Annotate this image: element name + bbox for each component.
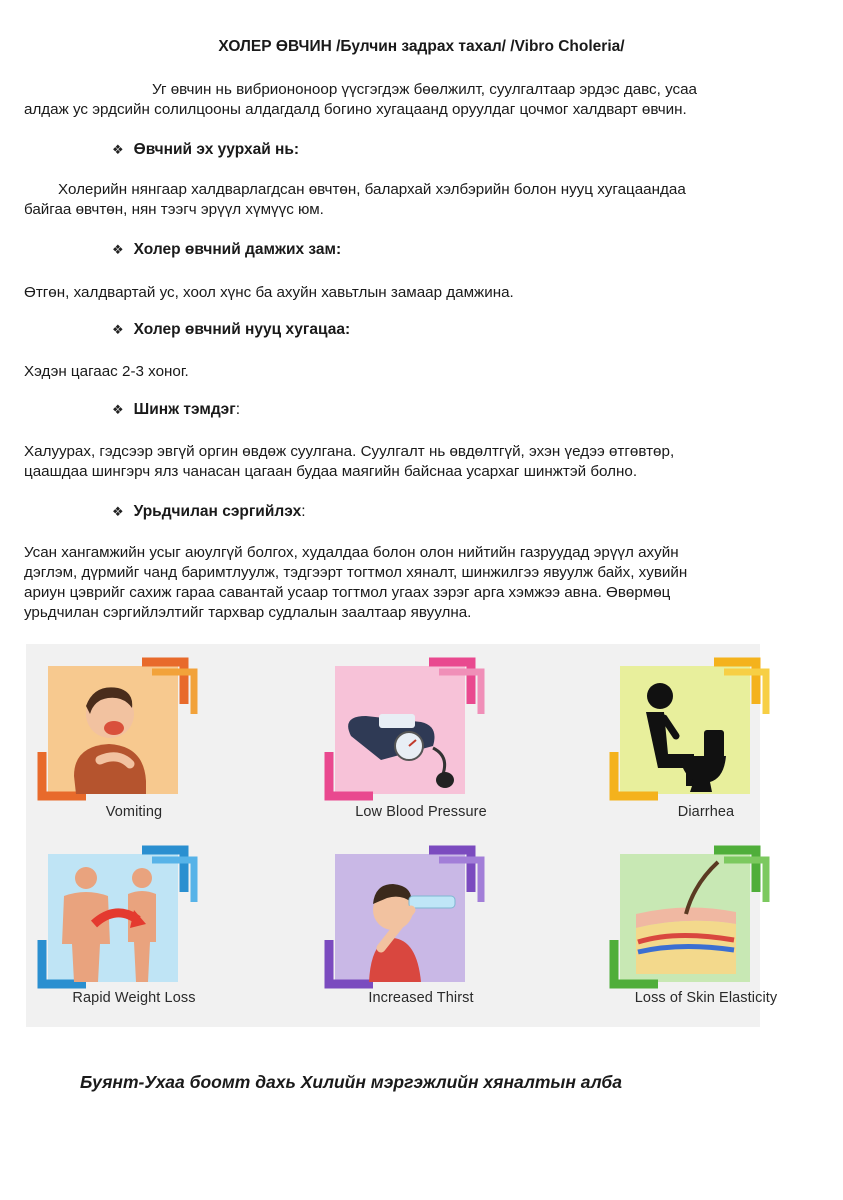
symptom-tile-loss-of-skin-elasticity: [606, 844, 806, 1024]
symptom-tile-increased-thirst: [321, 844, 521, 1024]
blood-pressure-cuff-icon: [321, 656, 521, 806]
diamond-bullet-icon: ❖: [112, 322, 124, 337]
symptom-label-vomiting: Vomiting: [105, 804, 163, 820]
symptom-tile-low-blood-pressure: [321, 656, 521, 836]
body-weight-loss-icon: [34, 844, 234, 994]
section-heading-symptoms: ❖ Шинж тэмдэг:: [112, 401, 240, 418]
skin-layers-icon: [606, 844, 806, 994]
symptoms-infographic: [26, 644, 778, 1027]
symptom-tile-rapid-weight-loss: [34, 844, 234, 1024]
diamond-bullet-icon: ❖: [112, 504, 124, 519]
section-heading-prevention: ❖ Урьдчилан сэргийлэх:: [112, 503, 306, 520]
section-body-prevention: Усан хангамжийн усыг аюулгүй болгох, худалдаа болон олон нийтийн газруудад эрүүл ахуйн дэглэм, дүрмийг чанд баримтлуулж, тэдгээрт тогтмол хяналт, шинжилгээ явуулж байх, хувийн ариун цэврийг сахиж гараа савантай усаар тогтмол угаах зэрэг арга хэмжээ авна. Өвөрмөц урьдчилан сэргийлэлтийг тархвар судлалын заалтаар явуулна.: [24, 544, 688, 621]
vomiting-icon: [34, 656, 234, 806]
section-body-transmission: Өтгөн, халдвартай ус, хоол хүнс ба ахуйн хавьтлын замаар дамжина.: [24, 284, 514, 301]
document-title: ХОЛЕР ӨВЧИН /Булчин задрах тахал/ /Vibro Choleria/: [218, 38, 625, 55]
drinking-water-icon: [321, 844, 521, 994]
diamond-bullet-icon: ❖: [112, 402, 124, 417]
symptom-tile-diarrhea: [606, 656, 806, 836]
section-heading-incubation: ❖ Холер өвчний нууц хугацаа:: [112, 321, 351, 338]
section-body-source: Холерийн нянгаар халдварлагдсан өвчтөн, балархай хэлбэрийн болон нууц хугацаандаа байгаа өвчтөн, нян тээгч эрүүл хүмүүс юм.: [24, 181, 686, 218]
section-heading-source: ❖ Өвчний эх уурхай нь:: [112, 141, 300, 158]
intro-paragraph: Уг өвчин нь вибриононоор үүсгэгдэж бөөлжилт, суулгалтаар эрдэс давс, усаа алдаж ус эрдсийн солилцооны алдагдалд богино хугацаанд оруулдаг цочмог халдварт өвчин.: [24, 81, 698, 118]
section-body-symptoms: Халуурах, гэдсээр эвгүй оргин өвдөж суулгана. Суулгалт нь өвдөлтгүй, эхэн үедээ өтгөвтөр, цаашдаа шингэрч ялз чанасан цагаан будаа маягийн байснаа усархаг шинжтэй болно.: [24, 443, 675, 480]
symptom-label-loss-of-skin-elasticity: Loss of Skin Elasticity: [634, 990, 778, 1006]
diamond-bullet-icon: ❖: [112, 242, 124, 257]
diamond-bullet-icon: ❖: [112, 142, 124, 157]
section-body-incubation: Хэдэн цагаас 2-3 хоног.: [24, 363, 189, 380]
symptom-label-low-blood-pressure: Low Blood Pressure: [355, 804, 487, 820]
symptom-tile-vomiting: [34, 656, 234, 836]
section-heading-transmission: ❖ Холер өвчний дамжих зам:: [112, 241, 342, 258]
toilet-icon: [606, 656, 806, 806]
footer-organization: Буянт-Ухаа боомт дахь Хилийн мэргэжлийн хяналтын алба: [80, 1072, 622, 1092]
symptom-label-increased-thirst: Increased Thirst: [368, 990, 474, 1006]
symptom-label-rapid-weight-loss: Rapid Weight Loss: [72, 990, 196, 1006]
symptom-label-diarrhea: Diarrhea: [677, 804, 735, 820]
